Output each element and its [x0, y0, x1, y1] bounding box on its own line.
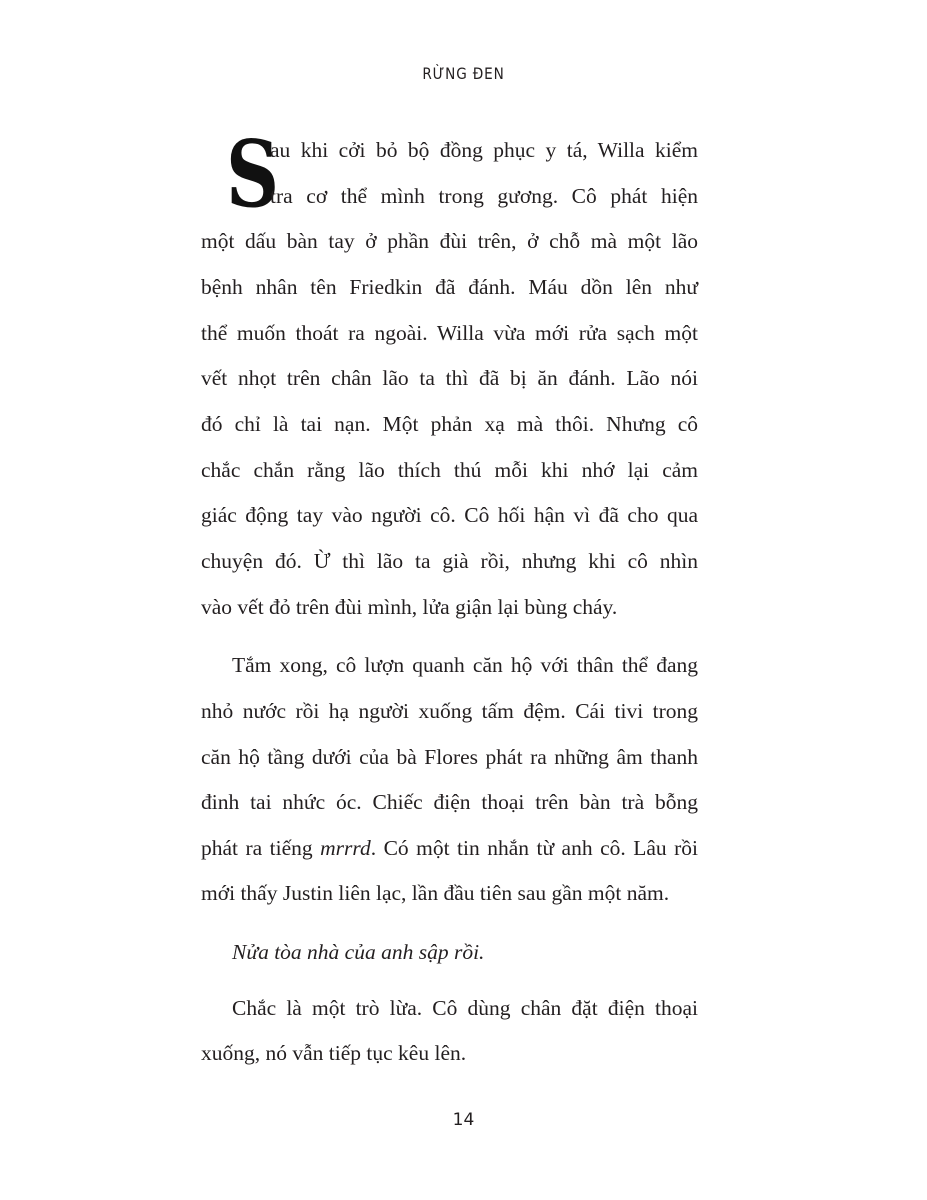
- text-line: Chắc là một trò lừa. Cô dùng chân đặt điện thoại: [232, 996, 698, 1020]
- text-line: vào vết đỏ trên đùi mình, lửa giận lại bùng cháy.: [201, 595, 618, 619]
- text-line: bệnh nhân tên Friedkin đã đánh. Máu dồn lên như: [201, 275, 698, 299]
- text-line: chắc chắn rằng lão thích thú mỗi khi nhớ lại cảm: [201, 458, 698, 482]
- text-line: xuống, nó vẫn tiếp tục kêu lên.: [201, 1041, 467, 1065]
- text-line: au khi cởi bỏ bộ đồng phục y tá, Willa kiểm: [270, 138, 698, 162]
- text-fragment: phát ra tiếng: [201, 836, 321, 860]
- text-line: giác động tay vào người cô. Cô hối hận vì đã cho qua: [201, 503, 698, 527]
- drop-cap: S: [226, 120, 280, 228]
- running-header: RỪNG ĐEN: [422, 64, 505, 83]
- text-line: mới thấy Justin liên lạc, lần đầu tiên sau gần một năm.: [201, 881, 670, 905]
- text-line: thể muốn thoát ra ngoài. Willa vừa mới rửa sạch một: [201, 321, 698, 345]
- text-line: chuyện đó. Ừ thì lão ta già rồi, nhưng khi cô nhìn: [201, 549, 698, 573]
- text-line: vết nhọt trên chân lão ta thì đã bị ăn đánh. Lão nói: [201, 366, 698, 390]
- text-line: nhỏ nước rồi hạ người xuống tấm đệm. Cái tivi trong: [201, 699, 698, 723]
- text-line: một dấu bàn tay ở phần đùi trên, ở chỗ mà một lão: [201, 229, 698, 253]
- text-line: đó chỉ là tai nạn. Một phản xạ mà thôi. Nhưng cô: [201, 412, 698, 436]
- page-number: 14: [452, 1110, 475, 1130]
- text-line: [201, 825, 698, 871]
- text-line: căn hộ tầng dưới của bà Flores phát ra những âm thanh: [201, 745, 698, 769]
- text-fragment: . Có một tin nhắn từ anh cô. Lâu rồi: [370, 836, 698, 860]
- onomatopoeia: mrrrd: [320, 836, 371, 860]
- text-message-line: Nửa tòa nhà của anh sập rồi.: [232, 940, 485, 964]
- text-line: đinh tai nhức óc. Chiếc điện thoại trên bàn trà bỗng: [201, 790, 698, 814]
- text-line: Tắm xong, cô lượn quanh căn hộ với thân thể đang: [232, 653, 698, 677]
- text-line: tra cơ thể mình trong gương. Cô phát hiện: [270, 184, 698, 208]
